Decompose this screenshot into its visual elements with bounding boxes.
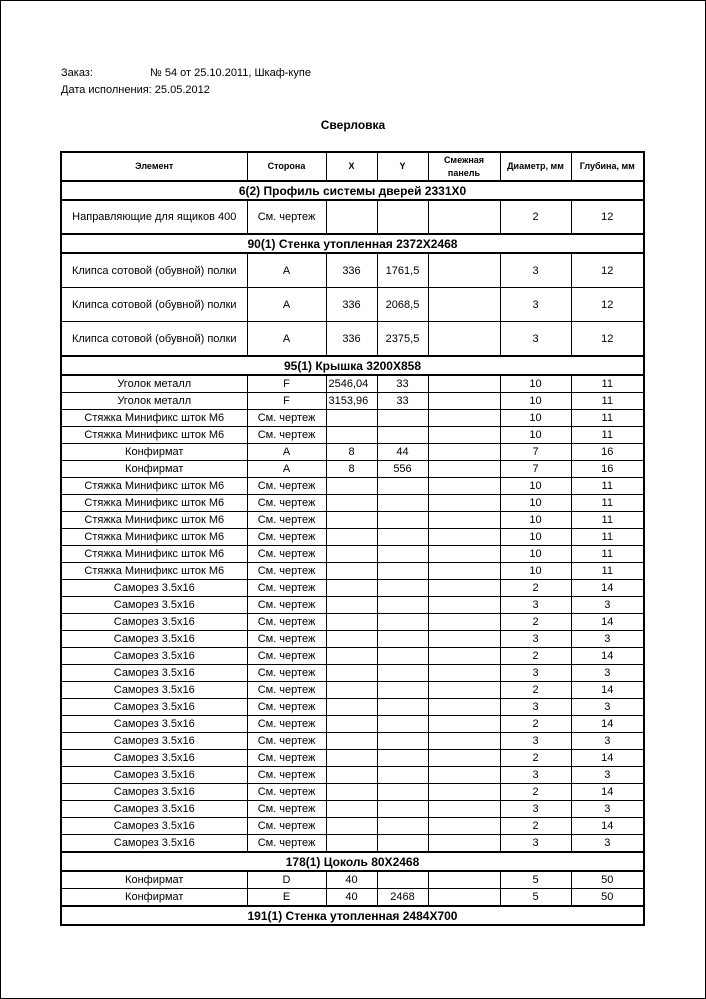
cell-diameter: 10 (500, 529, 571, 546)
cell-depth: 11 (571, 410, 644, 427)
cell-x: 40 (326, 871, 377, 889)
table-row (61, 393, 644, 410)
cell-adjacent (428, 801, 500, 818)
table-row (61, 322, 644, 357)
cell-depth: 11 (571, 375, 644, 393)
cell-x: 8 (326, 444, 377, 461)
cell-y: 2375,5 (377, 322, 428, 357)
cell-x (326, 546, 377, 563)
table-row (61, 631, 644, 648)
cell-adjacent (428, 529, 500, 546)
cell-y (377, 631, 428, 648)
cell-y (377, 871, 428, 889)
cell-y (377, 614, 428, 631)
section-title: 178(1) Цоколь 80X2468 (61, 852, 644, 871)
cell-y (377, 733, 428, 750)
table-row (61, 375, 644, 393)
cell-y (377, 512, 428, 529)
cell-diameter: 10 (500, 410, 571, 427)
table-row (61, 512, 644, 529)
cell-side: A (247, 322, 326, 357)
cell-element: Саморез 3.5x16 (61, 631, 247, 648)
cell-adjacent (428, 767, 500, 784)
cell-y (377, 529, 428, 546)
cell-depth: 14 (571, 614, 644, 631)
cell-side: F (247, 375, 326, 393)
cell-depth: 11 (571, 478, 644, 495)
cell-element: Саморез 3.5x16 (61, 580, 247, 597)
cell-element: Саморез 3.5x16 (61, 767, 247, 784)
cell-diameter: 10 (500, 478, 571, 495)
table-row (61, 580, 644, 597)
cell-y (377, 716, 428, 733)
cell-side: A (247, 253, 326, 288)
cell-element: Стяжка Минификс шток М6 (61, 512, 247, 529)
cell-side: См. чертеж (247, 427, 326, 444)
cell-y (377, 784, 428, 801)
cell-element: Стяжка Минификс шток М6 (61, 563, 247, 580)
cell-side: См. чертеж (247, 818, 326, 835)
cell-element: Саморез 3.5x16 (61, 784, 247, 801)
cell-depth: 14 (571, 716, 644, 733)
cell-element: Саморез 3.5x16 (61, 648, 247, 665)
col-x: X (326, 152, 377, 181)
cell-adjacent (428, 597, 500, 614)
cell-element: Стяжка Минификс шток М6 (61, 546, 247, 563)
cell-element: Саморез 3.5x16 (61, 699, 247, 716)
cell-element: Стяжка Минификс шток М6 (61, 495, 247, 512)
cell-diameter: 10 (500, 375, 571, 393)
cell-y (377, 699, 428, 716)
cell-side: См. чертеж (247, 631, 326, 648)
cell-adjacent (428, 784, 500, 801)
table-row (61, 597, 644, 614)
table-row (61, 716, 644, 733)
table-row (61, 801, 644, 818)
cell-diameter: 10 (500, 546, 571, 563)
cell-adjacent (428, 461, 500, 478)
cell-y (377, 835, 428, 853)
cell-side: См. чертеж (247, 512, 326, 529)
cell-x (326, 427, 377, 444)
cell-element: Саморез 3.5x16 (61, 614, 247, 631)
table-row (61, 478, 644, 495)
cell-depth: 12 (571, 322, 644, 357)
col-side: Сторона (247, 152, 326, 181)
cell-diameter: 3 (500, 767, 571, 784)
cell-side: E (247, 889, 326, 907)
cell-depth: 50 (571, 889, 644, 907)
cell-y (377, 427, 428, 444)
cell-side: A (247, 288, 326, 322)
table-row (61, 750, 644, 767)
cell-adjacent (428, 580, 500, 597)
cell-side: См. чертеж (247, 665, 326, 682)
section-title: 191(1) Стенка утопленная 2484X700 (61, 906, 644, 925)
cell-diameter: 2 (500, 648, 571, 665)
cell-depth: 12 (571, 253, 644, 288)
section-header-row (61, 852, 644, 871)
cell-side: См. чертеж (247, 699, 326, 716)
cell-element: Саморез 3.5x16 (61, 733, 247, 750)
cell-x (326, 631, 377, 648)
table-row (61, 614, 644, 631)
cell-side: См. чертеж (247, 495, 326, 512)
cell-element: Саморез 3.5x16 (61, 750, 247, 767)
table-row (61, 733, 644, 750)
cell-adjacent (428, 393, 500, 410)
cell-depth: 11 (571, 393, 644, 410)
cell-adjacent (428, 889, 500, 907)
table-row (61, 200, 644, 234)
cell-element: Саморез 3.5x16 (61, 835, 247, 853)
cell-x (326, 614, 377, 631)
cell-side: См. чертеж (247, 478, 326, 495)
cell-y: 2468 (377, 889, 428, 907)
col-y: Y (377, 152, 428, 181)
cell-y (377, 750, 428, 767)
cell-x (326, 495, 377, 512)
section-header-row (61, 181, 644, 200)
cell-adjacent (428, 427, 500, 444)
table-row (61, 835, 644, 853)
cell-side: См. чертеж (247, 733, 326, 750)
cell-x: 336 (326, 322, 377, 357)
cell-element: Стяжка Минификс шток М6 (61, 529, 247, 546)
cell-adjacent (428, 563, 500, 580)
cell-side: См. чертеж (247, 563, 326, 580)
cell-diameter: 10 (500, 563, 571, 580)
cell-element: Стяжка Минификс шток М6 (61, 478, 247, 495)
cell-adjacent (428, 478, 500, 495)
cell-adjacent (428, 631, 500, 648)
cell-side: См. чертеж (247, 410, 326, 427)
cell-y (377, 682, 428, 699)
cell-side: См. чертеж (247, 784, 326, 801)
cell-adjacent (428, 322, 500, 357)
cell-diameter: 3 (500, 322, 571, 357)
cell-side: См. чертеж (247, 580, 326, 597)
cell-x (326, 699, 377, 716)
cell-depth: 3 (571, 597, 644, 614)
cell-side: См. чертеж (247, 200, 326, 234)
cell-adjacent (428, 648, 500, 665)
cell-diameter: 3 (500, 699, 571, 716)
cell-depth: 11 (571, 427, 644, 444)
cell-y: 33 (377, 393, 428, 410)
cell-y: 2068,5 (377, 288, 428, 322)
cell-depth: 3 (571, 699, 644, 716)
cell-element: Стяжка Минификс шток М6 (61, 427, 247, 444)
cell-x (326, 750, 377, 767)
cell-element: Саморез 3.5x16 (61, 818, 247, 835)
cell-element: Клипса сотовой (обувной) полки (61, 253, 247, 288)
table-body (61, 181, 644, 925)
cell-side: См. чертеж (247, 750, 326, 767)
cell-y: 44 (377, 444, 428, 461)
cell-element: Клипса сотовой (обувной) полки (61, 322, 247, 357)
cell-adjacent (428, 375, 500, 393)
cell-x: 3153,96 (326, 393, 377, 410)
table-row (61, 699, 644, 716)
cell-diameter: 3 (500, 835, 571, 853)
table-row (61, 495, 644, 512)
cell-depth: 14 (571, 784, 644, 801)
col-diameter: Диаметр, мм (500, 152, 571, 181)
col-adjacent: Смежная панель (428, 152, 500, 181)
cell-element: Саморез 3.5x16 (61, 597, 247, 614)
section-title: 95(1) Крышка 3200X858 (61, 356, 644, 375)
cell-depth: 11 (571, 529, 644, 546)
cell-diameter: 3 (500, 631, 571, 648)
cell-y (377, 478, 428, 495)
cell-side: См. чертеж (247, 767, 326, 784)
cell-diameter: 3 (500, 733, 571, 750)
cell-x (326, 512, 377, 529)
cell-x (326, 835, 377, 853)
cell-diameter: 5 (500, 871, 571, 889)
cell-depth: 11 (571, 512, 644, 529)
table-row (61, 665, 644, 682)
cell-depth: 14 (571, 648, 644, 665)
cell-adjacent (428, 716, 500, 733)
cell-diameter: 7 (500, 444, 571, 461)
cell-diameter: 3 (500, 665, 571, 682)
cell-x (326, 563, 377, 580)
cell-adjacent (428, 733, 500, 750)
cell-side: См. чертеж (247, 614, 326, 631)
cell-adjacent (428, 871, 500, 889)
cell-x (326, 716, 377, 733)
cell-y (377, 580, 428, 597)
cell-depth: 3 (571, 665, 644, 682)
table-row (61, 444, 644, 461)
table-row (61, 427, 644, 444)
cell-side: См. чертеж (247, 835, 326, 853)
cell-x (326, 410, 377, 427)
cell-side: D (247, 871, 326, 889)
order-value: № 54 от 25.10.2011, Шкаф-купе (150, 67, 311, 79)
cell-x: 8 (326, 461, 377, 478)
cell-y (377, 597, 428, 614)
cell-y: 1761,5 (377, 253, 428, 288)
cell-adjacent (428, 818, 500, 835)
cell-side: См. чертеж (247, 529, 326, 546)
cell-element: Направляющие для ящиков 400 (61, 200, 247, 234)
cell-x (326, 529, 377, 546)
cell-side: См. чертеж (247, 716, 326, 733)
cell-depth: 14 (571, 682, 644, 699)
table-row (61, 889, 644, 907)
section-title: 90(1) Стенка утопленная 2372X2468 (61, 234, 644, 253)
cell-x (326, 767, 377, 784)
cell-x: 336 (326, 288, 377, 322)
cell-diameter: 7 (500, 461, 571, 478)
cell-adjacent (428, 200, 500, 234)
cell-depth: 16 (571, 461, 644, 478)
section-header-row (61, 234, 644, 253)
cell-x (326, 801, 377, 818)
cell-diameter: 2 (500, 580, 571, 597)
cell-depth: 14 (571, 818, 644, 835)
cell-depth: 3 (571, 801, 644, 818)
table-row (61, 563, 644, 580)
cell-x: 2546,04 (326, 375, 377, 393)
cell-y (377, 495, 428, 512)
cell-diameter: 2 (500, 200, 571, 234)
cell-adjacent (428, 253, 500, 288)
cell-side: A (247, 444, 326, 461)
document-title: Сверловка (320, 118, 386, 132)
cell-diameter: 10 (500, 512, 571, 529)
cell-element: Саморез 3.5x16 (61, 665, 247, 682)
cell-x (326, 682, 377, 699)
order-label: Заказ: (61, 67, 93, 79)
cell-y (377, 563, 428, 580)
table-row (61, 682, 644, 699)
cell-y (377, 818, 428, 835)
cell-diameter: 2 (500, 784, 571, 801)
section-header-row (61, 906, 644, 925)
cell-x: 40 (326, 889, 377, 907)
cell-element: Клипса сотовой (обувной) полки (61, 288, 247, 322)
cell-y (377, 546, 428, 563)
cell-x: 336 (326, 253, 377, 288)
table-row (61, 871, 644, 889)
cell-adjacent (428, 750, 500, 767)
cell-depth: 50 (571, 871, 644, 889)
cell-x (326, 200, 377, 234)
cell-adjacent (428, 682, 500, 699)
cell-side: См. чертеж (247, 597, 326, 614)
cell-x (326, 478, 377, 495)
cell-x (326, 784, 377, 801)
cell-diameter: 2 (500, 614, 571, 631)
table-row (61, 767, 644, 784)
table-row (61, 546, 644, 563)
cell-y (377, 410, 428, 427)
cell-depth: 16 (571, 444, 644, 461)
cell-adjacent (428, 546, 500, 563)
completion-date: Дата исполнения: 25.05.2012 (61, 84, 210, 96)
cell-diameter: 3 (500, 288, 571, 322)
cell-adjacent (428, 410, 500, 427)
cell-x (326, 665, 377, 682)
cell-x (326, 733, 377, 750)
cell-diameter: 5 (500, 889, 571, 907)
cell-element: Конфирмат (61, 871, 247, 889)
cell-depth: 11 (571, 546, 644, 563)
cell-depth: 3 (571, 835, 644, 853)
cell-diameter: 10 (500, 495, 571, 512)
cell-element: Саморез 3.5x16 (61, 716, 247, 733)
cell-diameter: 2 (500, 818, 571, 835)
cell-side: F (247, 393, 326, 410)
cell-x (326, 648, 377, 665)
cell-y (377, 767, 428, 784)
table-row (61, 648, 644, 665)
cell-depth: 3 (571, 733, 644, 750)
cell-element: Уголок металл (61, 375, 247, 393)
section-header-row (61, 356, 644, 375)
cell-depth: 3 (571, 631, 644, 648)
cell-x (326, 580, 377, 597)
cell-diameter: 3 (500, 253, 571, 288)
cell-adjacent (428, 444, 500, 461)
cell-element: Стяжка Минификс шток М6 (61, 410, 247, 427)
section-title: 6(2) Профиль системы дверей 2331X0 (61, 181, 644, 200)
cell-diameter: 10 (500, 427, 571, 444)
cell-diameter: 2 (500, 682, 571, 699)
drilling-table (60, 151, 645, 926)
cell-element: Уголок металл (61, 393, 247, 410)
cell-diameter: 3 (500, 597, 571, 614)
table-row (61, 529, 644, 546)
cell-adjacent (428, 699, 500, 716)
table-row (61, 288, 644, 322)
cell-x (326, 597, 377, 614)
cell-y: 33 (377, 375, 428, 393)
cell-adjacent (428, 288, 500, 322)
cell-diameter: 10 (500, 393, 571, 410)
cell-y (377, 801, 428, 818)
cell-side: См. чертеж (247, 801, 326, 818)
cell-depth: 12 (571, 200, 644, 234)
cell-element: Конфирмат (61, 889, 247, 907)
cell-depth: 11 (571, 495, 644, 512)
cell-diameter: 2 (500, 750, 571, 767)
cell-depth: 3 (571, 767, 644, 784)
cell-x (326, 818, 377, 835)
cell-adjacent (428, 495, 500, 512)
cell-adjacent (428, 614, 500, 631)
table-row (61, 461, 644, 478)
cell-adjacent (428, 835, 500, 853)
col-element: Элемент (61, 152, 247, 181)
cell-y: 556 (377, 461, 428, 478)
cell-adjacent (428, 512, 500, 529)
table-row (61, 253, 644, 288)
cell-diameter: 2 (500, 716, 571, 733)
table-row (61, 818, 644, 835)
cell-y (377, 665, 428, 682)
cell-diameter: 3 (500, 801, 571, 818)
cell-side: См. чертеж (247, 546, 326, 563)
cell-side: См. чертеж (247, 648, 326, 665)
cell-depth: 12 (571, 288, 644, 322)
cell-depth: 14 (571, 580, 644, 597)
table-header-row (61, 152, 644, 181)
cell-y (377, 200, 428, 234)
cell-y (377, 648, 428, 665)
cell-element: Конфирмат (61, 461, 247, 478)
col-depth: Глубина, мм (571, 152, 644, 181)
table-row (61, 410, 644, 427)
cell-adjacent (428, 665, 500, 682)
cell-element: Саморез 3.5x16 (61, 801, 247, 818)
cell-side: A (247, 461, 326, 478)
cell-depth: 14 (571, 750, 644, 767)
cell-element: Саморез 3.5x16 (61, 682, 247, 699)
cell-depth: 11 (571, 563, 644, 580)
cell-element: Конфирмат (61, 444, 247, 461)
cell-side: См. чертеж (247, 682, 326, 699)
table-row (61, 784, 644, 801)
